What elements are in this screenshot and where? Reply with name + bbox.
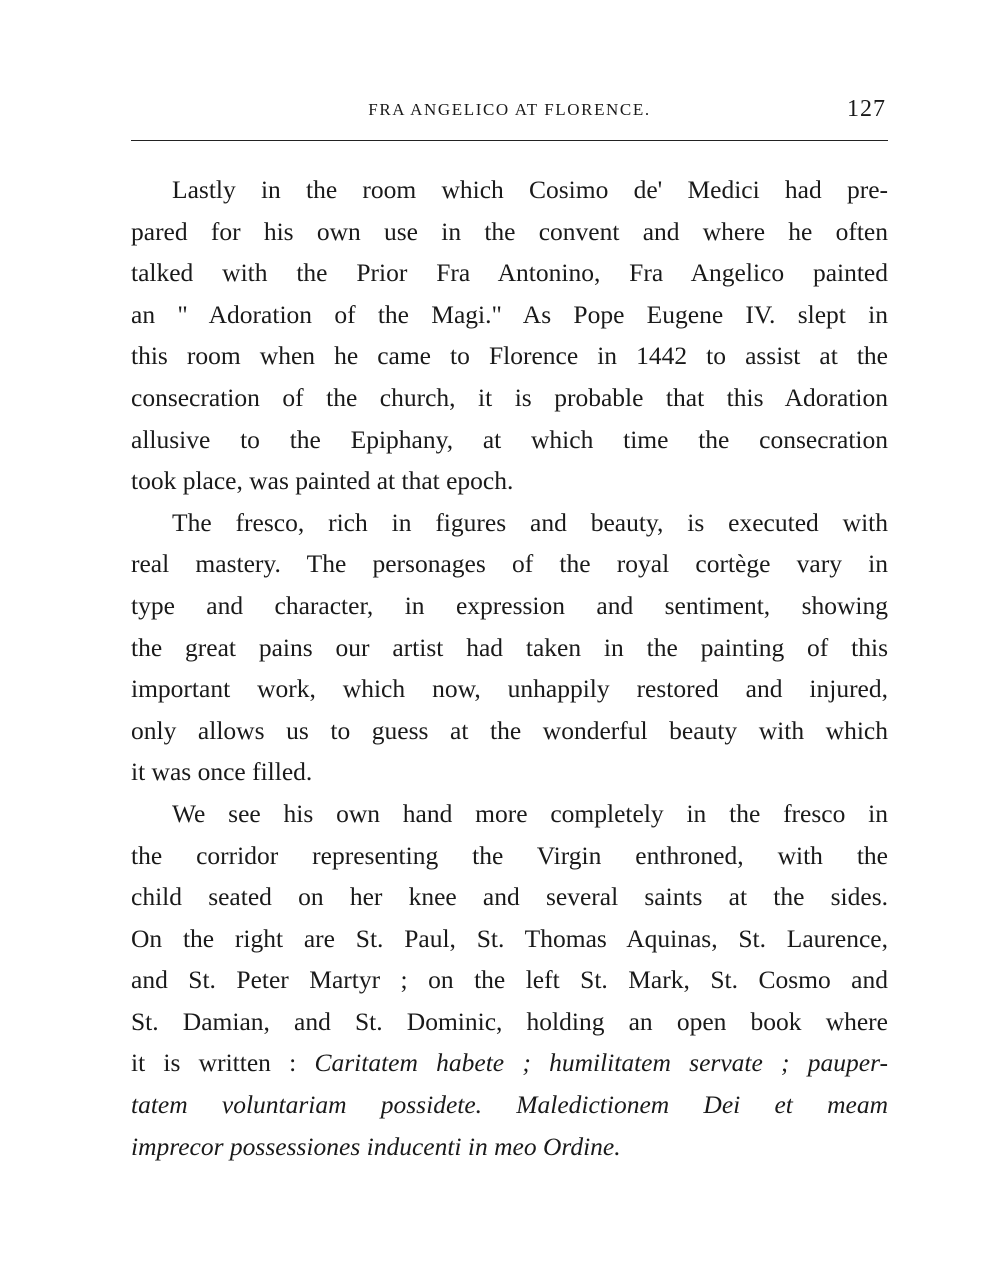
text-line <box>131 211 888 253</box>
text-line <box>131 1126 888 1168</box>
text-line <box>131 335 888 377</box>
roman-text: On the right are St. Paul, St. Thomas Aquinas, St. Laurence, <box>131 923 888 953</box>
roman-text: pared for his own use in the convent and where he often <box>131 216 888 246</box>
roman-text: this room when he came to Florence in 1442 to assist at the <box>131 341 888 371</box>
running-head <box>131 96 888 126</box>
roman-text: child seated on her knee and several saints at the sides. <box>131 882 888 912</box>
text-line <box>131 959 888 1001</box>
roman-text: St. Damian, and St. Dominic, holding an open book where <box>131 1006 888 1036</box>
roman-text: and St. Peter Martyr ; on the left St. Mark, St. Cosmo and <box>131 965 888 995</box>
roman-text: allusive to the Epiphany, at which time the consecration <box>131 424 888 454</box>
text-line <box>131 1042 888 1084</box>
text-line <box>131 710 888 752</box>
text-line <box>131 1001 888 1043</box>
paragraph <box>131 793 888 1167</box>
italic-latin-text: imprecor possessiones inducenti in meo Ordine. <box>131 1131 621 1161</box>
roman-text: type and character, in expression and sentiment, showing <box>131 590 888 620</box>
text-line <box>131 751 888 793</box>
roman-text: We see his own hand more completely in the fresco in <box>172 798 888 828</box>
header-rule <box>131 140 888 141</box>
text-line <box>131 793 888 835</box>
body-text <box>131 169 888 1167</box>
running-head-title: FRA ANGELICO AT FLORENCE. <box>368 100 651 119</box>
roman-text: only allows us to guess at the wonderful beauty with which <box>131 715 888 745</box>
roman-text: the great pains our artist had taken in the painting of this <box>131 632 888 662</box>
text-line <box>131 502 888 544</box>
text-line <box>131 294 888 336</box>
text-line <box>131 1084 888 1126</box>
text-line <box>131 169 888 211</box>
text-line <box>131 252 888 294</box>
roman-text: talked with the Prior Fra Antonino, Fra Angelico painted <box>131 258 888 288</box>
roman-text: the corridor representing the Virgin enthroned, with the <box>131 840 888 870</box>
roman-text: consecration of the church, it is probable that this Adoration <box>131 382 888 412</box>
paragraph <box>131 169 888 502</box>
text-line <box>131 835 888 877</box>
text-line <box>131 419 888 461</box>
italic-latin-text: Caritatem habete ; humilitatem servate ; pauper- <box>314 1048 888 1078</box>
roman-text: real mastery. The personages of the royal cortège vary in <box>131 549 888 579</box>
text-line <box>131 876 888 918</box>
roman-text: took place, was painted at that epoch. <box>131 466 514 496</box>
roman-text: it was once filled. <box>131 757 313 787</box>
text-line <box>131 627 888 669</box>
text-line <box>131 377 888 419</box>
text-line <box>131 585 888 627</box>
roman-text: an " Adoration of the Magi." As Pope Eugene IV. slept in <box>131 299 888 329</box>
paragraph <box>131 502 888 793</box>
text-line <box>131 668 888 710</box>
roman-text: important work, which now, unhappily restored and injured, <box>131 674 888 704</box>
roman-text: Lastly in the room which Cosimo de' Medici had pre- <box>172 175 888 204</box>
page-number: 127 <box>847 96 886 122</box>
roman-text: The fresco, rich in figures and beauty, is executed with <box>172 507 888 537</box>
text-line <box>131 543 888 585</box>
italic-latin-text: tatem voluntariam possidete. Maledictionem Dei et meam <box>131 1090 888 1120</box>
text-line <box>131 918 888 960</box>
text-line <box>131 460 888 502</box>
roman-text: it is written : <box>131 1048 315 1078</box>
